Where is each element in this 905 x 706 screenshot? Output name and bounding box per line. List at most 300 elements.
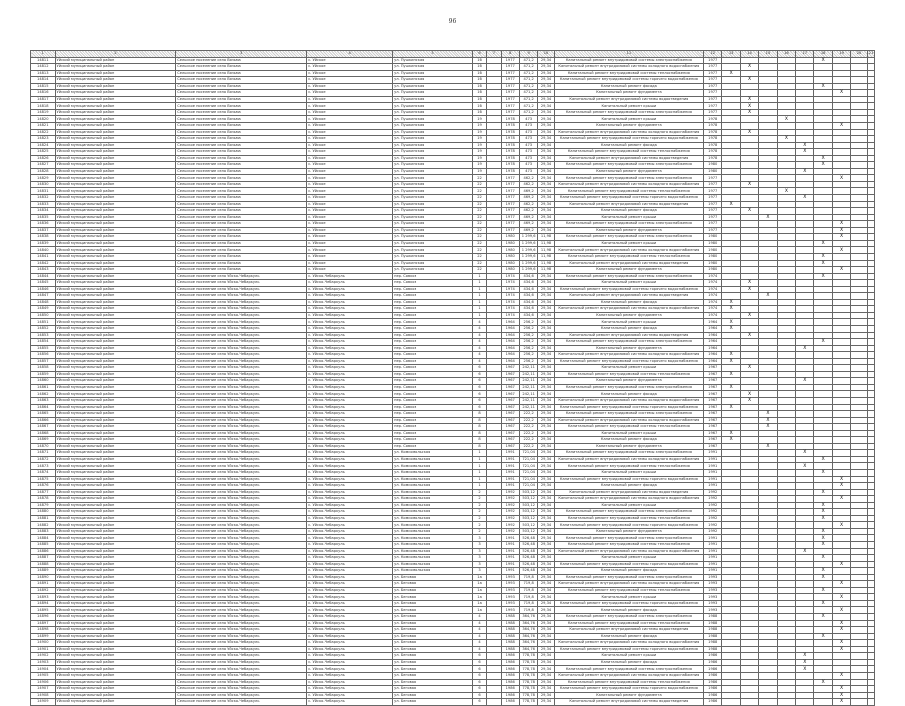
table-cell <box>722 699 740 706</box>
table-cell: 364,76 <box>519 646 537 653</box>
table-cell: с. Уйско-Чебаркуль <box>307 515 393 522</box>
table-cell: 29,34 <box>538 325 554 332</box>
table-cell: Сельское поселение село Вязьма <box>176 221 307 228</box>
table-cell: 1974 <box>501 286 519 293</box>
table-cell: с. Уйское <box>307 77 393 84</box>
table-cell: Уйский муниципальный район <box>55 70 176 77</box>
table-cell: Уйский муниципальный район <box>55 208 176 215</box>
table-cell: с. Уйско-Чебаркуль <box>307 352 393 359</box>
table-cell: 14848 <box>31 299 56 306</box>
table-cell: 1967 <box>501 404 519 411</box>
table-cell: 2 <box>472 528 486 535</box>
table-cell: 1991 <box>704 450 722 457</box>
table-cell: 473 <box>519 142 537 149</box>
table-cell: 1964 <box>501 352 519 359</box>
table-cell: 1б <box>472 70 486 77</box>
table-cell: 14861 <box>31 384 56 391</box>
table-cell: 1977 <box>501 195 519 202</box>
table-cell: ул. Беговая <box>393 574 473 581</box>
table-cell: Уйский муниципальный район <box>55 77 176 84</box>
table-cell: 14899 <box>31 633 56 640</box>
table-cell: 1991 <box>501 470 519 477</box>
table-cell: 1974 <box>704 299 722 306</box>
table-cell: X <box>832 686 850 693</box>
table-cell: Капитальный ремонт внутридомовой системы электроснабжения <box>554 339 703 346</box>
table-cell: 29,34 <box>538 162 554 169</box>
table-cell: 1977 <box>501 103 519 110</box>
table-cell: 1б <box>472 57 486 64</box>
table-cell: Уйский муниципальный район <box>55 489 176 496</box>
table-cell: 29,34 <box>538 70 554 77</box>
table-cell: 29,34 <box>538 430 554 437</box>
table-cell: пер. Совхоз <box>393 319 473 326</box>
table-cell: с. Уйское <box>307 155 393 162</box>
table-cell: 29,34 <box>538 273 554 280</box>
table-cell: Уйский муниципальный район <box>55 607 176 614</box>
column-header: 21 <box>868 51 874 56</box>
table-cell: 1а <box>472 574 486 581</box>
table-cell: с. Уйско-Чебаркуль <box>307 627 393 634</box>
table-cell: 1977 <box>501 227 519 234</box>
table-cell: 1993 <box>501 600 519 607</box>
table-cell: Уйский муниципальный район <box>55 574 176 581</box>
table-cell: X <box>740 64 758 71</box>
table-cell: 473 <box>519 129 537 136</box>
table-cell: 1988 <box>704 614 722 621</box>
table-cell: 434,6 <box>519 286 537 293</box>
table-cell: 14907 <box>31 686 56 693</box>
table-cell: Сельское поселение село Уйско-Чебаркуль <box>176 470 307 477</box>
table-cell: Уйский муниципальный район <box>55 535 176 542</box>
table-cell: 1974 <box>501 280 519 287</box>
table-cell <box>487 699 501 706</box>
table-cell: 1964 <box>704 358 722 365</box>
table-cell: Уйский муниципальный район <box>55 136 176 143</box>
table-cell: 1977 <box>704 77 722 84</box>
table-cell: X <box>796 666 814 673</box>
table-cell: 1978 <box>501 168 519 175</box>
table-cell: Капитальный ремонт внутридомовой системы теплоснабжения <box>554 371 703 378</box>
table-cell: пер. Совхоз <box>393 299 473 306</box>
table-cell: 1977 <box>704 70 722 77</box>
table-cell: Сельское поселение село Уйско-Чебаркуль <box>176 286 307 293</box>
column-header: 9 <box>519 51 537 58</box>
table-cell: Сельское поселение село Уйско-Чебаркуль <box>176 561 307 568</box>
table-cell: Сельское поселение село Вязьма <box>176 77 307 84</box>
table-cell: 14903 <box>31 659 56 666</box>
table-cell: 434,6 <box>519 293 537 300</box>
table-cell: 6 <box>472 672 486 679</box>
table-cell: 1967 <box>704 430 722 437</box>
table-cell: Капитальный ремонт внутридомовой системы горячего водоснабжения <box>554 358 703 365</box>
table-cell: 14823 <box>31 136 56 143</box>
table-cell: 471,2 <box>519 90 537 97</box>
table-cell: с. Уйско-Чебаркуль <box>307 666 393 673</box>
table-cell: Капитальный ремонт внутридомовой системы электроснабжения <box>554 221 703 228</box>
table-cell: 29,34 <box>538 397 554 404</box>
table-cell: 4 <box>472 640 486 647</box>
table-cell: Уйский муниципальный район <box>55 600 176 607</box>
table-cell: Капитальный ремонт внутридомовой системы водоотведения <box>554 155 703 162</box>
table-cell: 1б <box>472 96 486 103</box>
table-cell: Капитальный ремонт внутридомовой системы теплоснабжения <box>554 679 703 686</box>
table-cell: ул. Пушкинская <box>393 260 473 267</box>
table-cell: X <box>796 168 814 175</box>
table-cell: Капитальный ремонт внутридомовой системы горячего водоснабжения <box>554 77 703 84</box>
table-cell: Уйский муниципальный район <box>55 358 176 365</box>
table-cell: 6 <box>472 371 486 378</box>
table-cell: 721,04 <box>519 476 537 483</box>
table-cell: 29,34 <box>538 548 554 555</box>
table-cell: 1988 <box>501 640 519 647</box>
table-cell: 1992 <box>501 509 519 516</box>
table-cell: Уйский муниципальный район <box>55 227 176 234</box>
table-cell: X <box>759 424 777 431</box>
table-cell: 29,34 <box>538 129 554 136</box>
table-cell: Капитальный ремонт внутридомовой системы водоотведения <box>554 627 703 634</box>
table-cell: 1991 <box>704 476 722 483</box>
table-cell: 719,8 <box>519 581 537 588</box>
table-cell: X <box>796 463 814 470</box>
table-cell <box>759 699 777 706</box>
table-cell: Сельское поселение село Уйско-Чебаркуль <box>176 319 307 326</box>
table-cell: 1980 <box>704 234 722 241</box>
table-cell: 14850 <box>31 312 56 319</box>
table-cell: 1967 <box>501 443 519 450</box>
table-cell: 526,48 <box>519 561 537 568</box>
table-cell: X <box>722 352 740 359</box>
table-cell: 1991 <box>501 456 519 463</box>
table-cell: 14855 <box>31 345 56 352</box>
table-cell: Сельское поселение село Уйско-Чебаркуль <box>176 600 307 607</box>
table-cell: 1978 <box>501 149 519 156</box>
table-cell: с. Уйско-Чебаркуль <box>307 522 393 529</box>
table-cell: Уйский муниципальный район <box>55 620 176 627</box>
table-cell: Капитальный ремонт внутридомовой системы электроснабжения <box>554 450 703 457</box>
table-cell: 778,78 <box>519 666 537 673</box>
table-cell: 14879 <box>31 502 56 509</box>
table-cell: 1964 <box>501 319 519 326</box>
table-cell: 14842 <box>31 260 56 267</box>
table-cell: 4 <box>472 614 486 621</box>
table-cell: X <box>832 227 850 234</box>
table-cell: 1 <box>472 306 486 313</box>
table-cell: ул. Беговая <box>393 646 473 653</box>
table-cell: 11,98 <box>538 267 554 274</box>
table-cell: X <box>796 548 814 555</box>
table-cell: 1 <box>472 483 486 490</box>
table-cell: 29,34 <box>538 672 554 679</box>
table-cell: 3 <box>472 535 486 542</box>
table-cell: с. Уйско-Чебаркуль <box>307 699 393 706</box>
table-cell: пер. Совхоз <box>393 424 473 431</box>
table-cell: 14877 <box>31 489 56 496</box>
table-cell: 4 <box>472 352 486 359</box>
table-cell: 3 <box>472 568 486 575</box>
table-cell: 1967 <box>501 378 519 385</box>
table-cell: ул. Пушкинская <box>393 116 473 123</box>
table-cell: 1988 <box>501 646 519 653</box>
table-cell: Уйский муниципальный район <box>55 234 176 241</box>
table-cell: ул. Комсомольская <box>393 489 473 496</box>
table-cell: Сельское поселение село Уйско-Чебаркуль <box>176 587 307 594</box>
table-cell: Уйский муниципальный район <box>55 509 176 516</box>
table-cell: Капитальный ремонт внутридомовой системы горячего водоснабжения <box>554 195 703 202</box>
table-cell: 19 <box>472 129 486 136</box>
table-cell: 14858 <box>31 365 56 372</box>
table-cell: 1988 <box>704 633 722 640</box>
table-cell: Уйский муниципальный район <box>55 83 176 90</box>
table-cell: 4 <box>472 633 486 640</box>
table-cell: 29,34 <box>538 109 554 116</box>
table-cell: 778,78 <box>519 672 537 679</box>
table-cell: ул. Пушкинская <box>393 109 473 116</box>
table-cell: 14866 <box>31 417 56 424</box>
table-cell: X <box>814 568 832 575</box>
table-cell: 1 299,6 <box>519 234 537 241</box>
table-cell: 29,34 <box>538 64 554 71</box>
table-cell: 14851 <box>31 319 56 326</box>
table-cell: 8 <box>472 443 486 450</box>
table-cell: X <box>814 240 832 247</box>
table-cell <box>867 699 874 706</box>
table-cell: Капитальный ремонт фасада <box>554 568 703 575</box>
table-cell: Уйский муниципальный район <box>55 325 176 332</box>
table-cell: Уйский муниципальный район <box>55 397 176 404</box>
table-cell: X <box>740 391 758 398</box>
table-cell: ул. Беговая <box>393 594 473 601</box>
table-cell: 1964 <box>501 339 519 346</box>
table-cell: X <box>759 443 777 450</box>
table-cell: 14819 <box>31 109 56 116</box>
table-cell: с. Уйско-Чебаркуль <box>307 502 393 509</box>
table-cell: Уйский муниципальный район <box>55 267 176 274</box>
table-cell: ул. Пушкинская <box>393 247 473 254</box>
table-cell: с. Уйское <box>307 142 393 149</box>
table-cell: 1964 <box>704 352 722 359</box>
table-cell: 29,34 <box>538 489 554 496</box>
table-cell: Капитальный ремонт крыши <box>554 365 703 372</box>
table-cell: 1977 <box>501 64 519 71</box>
table-cell: 8 <box>472 417 486 424</box>
table-cell: Капитальный ремонт внутридомовой системы электроснабжения <box>554 273 703 280</box>
table-cell: 473 <box>519 123 537 130</box>
table-cell: Капитальный ремонт внутридомовой системы горячего водоснабжения <box>554 136 703 143</box>
table-cell: 14901 <box>31 646 56 653</box>
table-cell: 14909 <box>31 699 56 706</box>
table-cell: 1980 <box>704 260 722 267</box>
table-cell: 1 <box>472 470 486 477</box>
table-cell: Капитальный ремонт внутридомовой системы электроснабжения <box>554 109 703 116</box>
table-cell: 1964 <box>704 319 722 326</box>
table-cell: Сельское поселение село Уйско-Чебаркуль <box>176 509 307 516</box>
table-cell: 14897 <box>31 620 56 627</box>
table-cell: ул. Пушкинская <box>393 221 473 228</box>
table-cell: 1977 <box>704 221 722 228</box>
table-cell: 1974 <box>501 312 519 319</box>
table-cell: 29,34 <box>538 201 554 208</box>
table-cell: 2 <box>472 496 486 503</box>
table-cell: X <box>722 325 740 332</box>
table-cell: Уйский муниципальный район <box>55 627 176 634</box>
table-cell: ул. Беговая <box>393 692 473 699</box>
table-cell: 29,34 <box>538 443 554 450</box>
table-cell: с. Уйско-Чебаркуль <box>307 483 393 490</box>
table-cell: 29,34 <box>538 188 554 195</box>
table-cell: Уйский муниципальный район <box>55 502 176 509</box>
table-cell: Капитальный ремонт внутридомовой системы водоотведения <box>554 293 703 300</box>
table-cell: Сельское поселение село Вязьма <box>176 83 307 90</box>
table-cell: 1 299,6 <box>519 247 537 254</box>
table-cell: 778,78 <box>519 659 537 666</box>
table-cell: X <box>832 627 850 634</box>
table-cell: 462,2 <box>519 175 537 182</box>
table-cell: с. Уйско-Чебаркуль <box>307 555 393 562</box>
table-cell: с. Уйское <box>307 70 393 77</box>
table-cell: 471,2 <box>519 70 537 77</box>
table-cell: 8 <box>472 424 486 431</box>
table-cell: Капитальный ремонт фасада <box>554 391 703 398</box>
table-cell: 1б <box>472 83 486 90</box>
table-cell: Уйский муниципальный район <box>55 437 176 444</box>
table-cell: 29,34 <box>538 555 554 562</box>
table-cell: Сельское поселение село Уйско-Чебаркуль <box>176 352 307 359</box>
table-cell: 14811 <box>31 57 56 64</box>
table-cell <box>796 699 814 706</box>
table-cell: X <box>722 384 740 391</box>
table-cell: 6 <box>472 699 486 706</box>
table-cell: 6 <box>472 384 486 391</box>
table-cell: 29,34 <box>538 136 554 143</box>
table-cell: 1 <box>472 463 486 470</box>
table-cell: 222,2 <box>519 417 537 424</box>
table-cell: 14826 <box>31 155 56 162</box>
table-cell: 778,78 <box>519 699 537 706</box>
table-cell: 256,2 <box>519 339 537 346</box>
table-cell: Уйский муниципальный район <box>55 168 176 175</box>
table-cell: 1 299,6 <box>519 260 537 267</box>
table-cell: Капитальный ремонт внутридомовой системы горячего водоснабжения <box>554 522 703 529</box>
table-cell: 364,76 <box>519 633 537 640</box>
column-header: 17 <box>796 51 814 58</box>
table-cell: пер. Совхоз <box>393 443 473 450</box>
table-cell: Капитальный ремонт внутридомовой системы водоотведения <box>554 201 703 208</box>
table-cell: с. Уйское <box>307 64 393 71</box>
table-cell: 1977 <box>704 195 722 202</box>
table-cell: Уйский муниципальный район <box>55 483 176 490</box>
table-cell: 364,76 <box>519 640 537 647</box>
table-cell: 2 <box>472 489 486 496</box>
table-cell: 14812 <box>31 64 56 71</box>
table-cell: Уйский муниципальный район <box>55 561 176 568</box>
table-cell: 29,34 <box>538 286 554 293</box>
table-cell: 29,34 <box>538 627 554 634</box>
table-cell: с. Уйское <box>307 103 393 110</box>
table-cell: 222,2 <box>519 430 537 437</box>
table-cell: с. Уйско-Чебаркуль <box>307 280 393 287</box>
table-cell: ул. Пушкинская <box>393 57 473 64</box>
table-cell: Уйский муниципальный район <box>55 57 176 64</box>
table-cell: 1993 <box>501 594 519 601</box>
table-cell: 14908 <box>31 692 56 699</box>
table-cell: Капитальный ремонт внутридомовой системы горячего водоснабжения <box>554 476 703 483</box>
table-cell: Уйский муниципальный район <box>55 90 176 97</box>
table-cell: 11,98 <box>538 247 554 254</box>
table-cell: Сельское поселение село Вязьма <box>176 129 307 136</box>
table-cell: Сельское поселение село Вязьма <box>176 123 307 130</box>
table-cell: Уйский муниципальный район <box>55 430 176 437</box>
table-cell: 29,34 <box>538 149 554 156</box>
table-cell: 29,34 <box>538 456 554 463</box>
table-cell: Капитальный ремонт фундамента <box>554 692 703 699</box>
table-cell: 14880 <box>31 509 56 516</box>
table-cell: 14881 <box>31 515 56 522</box>
table-cell: Капитальный ремонт крыши <box>554 214 703 221</box>
table-cell: 6 <box>472 397 486 404</box>
table-cell: Сельское поселение село Вязьма <box>176 70 307 77</box>
table-cell: X <box>814 489 832 496</box>
table-cell: 1986 <box>704 666 722 673</box>
table-cell: 1977 <box>501 188 519 195</box>
table-cell: Сельское поселение село Вязьма <box>176 227 307 234</box>
table-cell: с. Уйско-Чебаркуль <box>307 456 393 463</box>
table-cell: 1967 <box>501 397 519 404</box>
table-cell: Уйский муниципальный район <box>55 614 176 621</box>
table-cell: 22 <box>472 267 486 274</box>
table-cell: Сельское поселение село Уйско-Чебаркуль <box>176 437 307 444</box>
table-cell: 364,76 <box>519 614 537 621</box>
table-cell: Капитальный ремонт крыши <box>554 502 703 509</box>
table-cell: 1986 <box>501 679 519 686</box>
table-cell: Уйский муниципальный район <box>55 247 176 254</box>
table-cell: 526,48 <box>519 568 537 575</box>
table-cell: 14906 <box>31 679 56 686</box>
table-cell: X <box>832 476 850 483</box>
table-cell: Сельское поселение село Уйско-Чебаркуль <box>176 339 307 346</box>
table-cell: пер. Совхоз <box>393 411 473 418</box>
table-cell: X <box>814 535 832 542</box>
table-cell: ул. Беговая <box>393 620 473 627</box>
table-cell: пер. Совхоз <box>393 280 473 287</box>
table-cell: Уйский муниципальный район <box>55 253 176 260</box>
table-cell: 14818 <box>31 103 56 110</box>
table-cell: X <box>832 234 850 241</box>
table-cell: с. Уйское <box>307 168 393 175</box>
table-cell: 473 <box>519 136 537 143</box>
table-cell: X <box>832 620 850 627</box>
table-cell: Сельское поселение село Уйско-Чебаркуль <box>176 450 307 457</box>
table-cell: X <box>740 332 758 339</box>
table-cell: Уйский муниципальный район <box>55 109 176 116</box>
table-cell: с. Уйско-Чебаркуль <box>307 450 393 457</box>
table-cell: с. Уйское <box>307 227 393 234</box>
table-cell: X <box>740 77 758 84</box>
table-cell: 1992 <box>501 515 519 522</box>
table-cell: Уйский муниципальный район <box>55 181 176 188</box>
table-cell: 29,34 <box>538 594 554 601</box>
table-cell: 1978 <box>704 123 722 130</box>
table-cell: 4 <box>472 339 486 346</box>
column-header: 15 <box>759 51 777 58</box>
table-cell: 503,12 <box>519 528 537 535</box>
table-cell: 1967 <box>704 411 722 418</box>
table-cell: 14833 <box>31 201 56 208</box>
table-cell: X <box>814 57 832 64</box>
table-cell: Сельское поселение село Вязьма <box>176 188 307 195</box>
table-cell: 14828 <box>31 168 56 175</box>
table-cell: 29,34 <box>538 535 554 542</box>
table-cell: ул. Беговая <box>393 627 473 634</box>
